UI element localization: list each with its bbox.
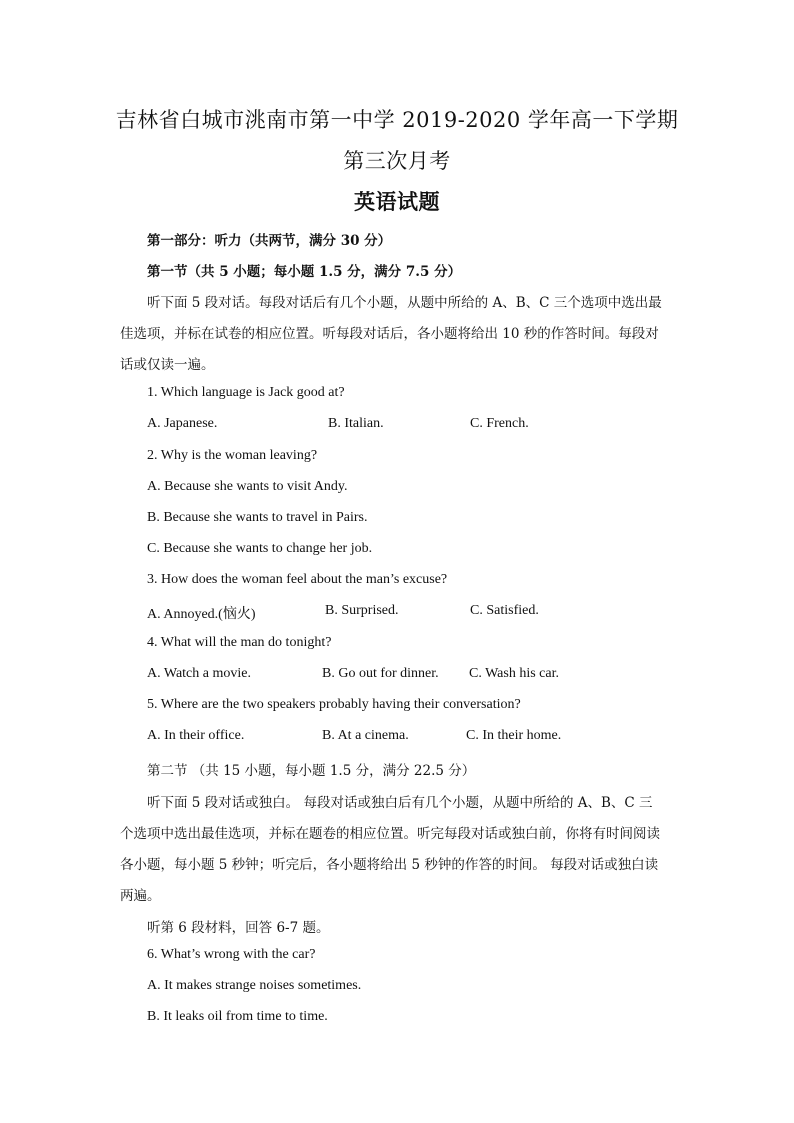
section1-heading: 第一节（共 5 小题；每小题 1.5 分，满分 7.5 分） (147, 264, 462, 280)
option-a: A. In their office. (147, 728, 245, 743)
option-c: C. Satisfied. (470, 603, 539, 618)
instruction-line: 话或仅读一遍。 (120, 357, 215, 373)
option-b: B. Surprised. (325, 603, 399, 618)
instruction-line: 个选项中选出最佳选项，并标在题卷的相应位置。听完每段对话或独白前，你将有时间阅读 (120, 826, 660, 842)
exam-title-line2: 第三次月考 (343, 149, 451, 173)
part1-heading: 第一部分：听力（共两节，满分 30 分） (147, 233, 392, 249)
option-b: B. Italian. (328, 416, 384, 431)
option-b: B. It leaks oil from time to time. (147, 1009, 328, 1024)
question-4: 4. What will the man do tonight? (147, 635, 332, 650)
option-c: C. In their home. (466, 728, 562, 743)
question-3: 3. How does the woman feel about the man’s excuse? (147, 572, 448, 587)
material-note: 听第 6 段材料，回答 6-7 题。 (147, 920, 330, 936)
exam-title-line1: 吉林省白城市洮南市第一中学 2019-2020 学年高一下学期 (115, 108, 679, 132)
section2-heading: 第二节 （共 15 小题，每小题 1.5 分，满分 22.5 分） (147, 763, 476, 779)
option-b: B. Because she wants to travel in Pairs. (147, 510, 368, 525)
instruction-line: 佳选项，并标在试卷的相应位置。听每段对话后，各小题将给出 10 秒的作答时间。每段对 (120, 326, 659, 342)
option-b: B. At a cinema. (322, 728, 409, 743)
question-6: 6. What’s wrong with the car? (147, 947, 316, 962)
option-c: C. Wash his car. (469, 666, 559, 681)
option-a: A. Annoyed.(恼火) (147, 607, 256, 622)
instruction-line: 听下面 5 段对话或独白。 每段对话或独白后有几个小题，从题中所给的 A、B、C 三 (147, 795, 653, 811)
option-a: A. Japanese. (147, 416, 218, 431)
option-a: A. Because she wants to visit Andy. (147, 479, 348, 494)
instruction-line: 各小题，每小题 5 秒钟；听完后，各小题将给出 5 秒钟的作答的时间。 每段对话或独白读 (120, 857, 659, 873)
question-5: 5. Where are the two speakers probably having their conversation? (147, 697, 521, 712)
option-c: C. Because she wants to change her job. (147, 541, 373, 556)
question-1: 1. Which language is Jack good at? (147, 385, 345, 400)
option-b: B. Go out for dinner. (322, 666, 439, 681)
option-c: C. French. (470, 416, 529, 431)
exam-subject-title: 英语试题 (354, 189, 440, 214)
option-a: A. It makes strange noises sometimes. (147, 978, 362, 993)
instruction-line: 两遍。 (120, 888, 161, 904)
question-2: 2. Why is the woman leaving? (147, 448, 318, 463)
option-a: A. Watch a movie. (147, 666, 251, 681)
instruction-line: 听下面 5 段对话。每段对话后有几个小题，从题中所给的 A、B、C 三个选项中选出最 (147, 295, 662, 311)
